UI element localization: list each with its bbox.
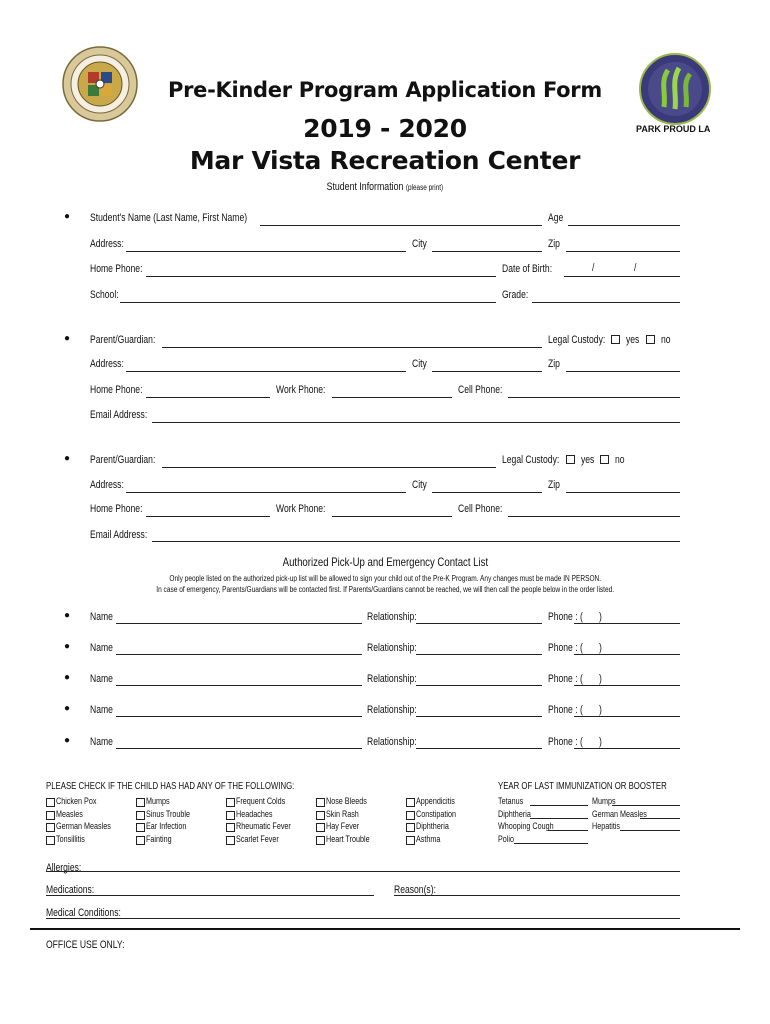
health-checkbox[interactable]	[46, 798, 55, 807]
contact-relationship-field[interactable]	[416, 685, 542, 686]
contact-name-label: Name	[90, 673, 113, 685]
bullet: ●	[64, 211, 71, 222]
contact-phone-close: )	[599, 736, 602, 748]
contact-name-label: Name	[90, 704, 113, 716]
immunization-label: Diphtheria	[498, 808, 531, 819]
student-city-field[interactable]	[432, 251, 542, 252]
health-checkbox[interactable]	[46, 823, 55, 832]
dob-sep-2: /	[634, 262, 637, 274]
health-condition-label: Frequent Colds	[236, 796, 286, 806]
health-checkbox[interactable]	[406, 811, 415, 820]
health-condition-label: Diphtheria	[416, 821, 449, 831]
student-address-field[interactable]	[126, 251, 406, 252]
guardian2-work-phone-field[interactable]	[332, 516, 452, 517]
student-address-label: Address:	[90, 238, 124, 250]
form-title: Pre-Kinder Program Application Form	[168, 78, 602, 102]
guardian1-address-field[interactable]	[126, 371, 406, 372]
contact-relationship-field[interactable]	[416, 748, 542, 749]
health-checkbox[interactable]	[316, 798, 325, 807]
student-name-field[interactable]	[260, 225, 542, 226]
guardian2-zip-label: Zip	[548, 479, 560, 491]
guardian2-email-field[interactable]	[152, 541, 680, 542]
center-name: Mar Vista Recreation Center	[189, 146, 581, 175]
health-checkbox[interactable]	[136, 811, 145, 820]
guardian1-work-phone-label: Work Phone:	[276, 384, 326, 396]
age-label: Age	[548, 212, 564, 224]
contacts-heading	[0, 555, 770, 569]
guardian2-home-phone-label: Home Phone:	[90, 503, 143, 515]
guardian2-address-field[interactable]	[126, 492, 406, 493]
allergies-label: Allergies:	[46, 862, 82, 874]
guardian1-work-phone-field[interactable]	[332, 397, 452, 398]
immunization-label: Hepatitis	[592, 821, 621, 831]
health-condition-label: Appendicitis	[416, 796, 455, 806]
guardian1-custody-no-label: no	[661, 334, 671, 346]
health-condition-label: Tonsillitis	[56, 833, 85, 844]
health-condition-label: Hay Fever	[326, 821, 360, 831]
bullet: ●	[64, 703, 71, 714]
guardian2-work-phone-label: Work Phone:	[276, 503, 326, 515]
guardian1-custody-yes-checkbox[interactable]	[611, 335, 620, 344]
bullet: ●	[64, 735, 71, 746]
form-year: 2019 - 2020	[303, 114, 467, 143]
immunization-label: German Measles	[592, 808, 647, 819]
guardian2-cell-phone-field[interactable]	[508, 516, 680, 517]
contact-phone-close: )	[599, 642, 602, 654]
guardian1-address-label: Address:	[90, 358, 124, 370]
health-condition-label: Heart Trouble	[326, 833, 370, 844]
guardian1-cell-phone-field[interactable]	[508, 397, 680, 398]
health-condition-label: German Measles	[56, 821, 111, 831]
immunization-field[interactable]	[530, 818, 588, 819]
medical-conditions-field[interactable]	[46, 918, 680, 919]
bullet: ●	[64, 610, 71, 621]
contact-relationship-label: Relationship:	[367, 642, 417, 654]
guardian2-email-label: Email Address:	[90, 529, 148, 541]
contact-phone-field[interactable]	[574, 748, 680, 749]
guardian2-custody-label: Legal Custody:	[502, 454, 560, 466]
contact-phone-field[interactable]	[574, 654, 680, 655]
student-city-label: City	[412, 238, 427, 250]
office-use-label: OFFICE USE ONLY:	[46, 939, 125, 951]
contact-phone-field[interactable]	[574, 685, 680, 686]
contact-phone-close: )	[599, 611, 602, 623]
contact-phone-field[interactable]	[574, 623, 680, 624]
student-home-phone-label: Home Phone:	[90, 263, 143, 275]
immunization-field[interactable]	[514, 843, 588, 844]
dob-label: Date of Birth:	[502, 263, 553, 275]
health-checkbox[interactable]	[46, 811, 55, 820]
student-name-label: Student's Name (Last Name, First Name)	[90, 212, 248, 224]
immunization-label: Polio	[498, 833, 515, 844]
guardian2-custody-yes-checkbox[interactable]	[566, 455, 575, 464]
allergies-field[interactable]	[46, 871, 680, 872]
contact-phone-field[interactable]	[574, 716, 680, 717]
dob-sep-1: /	[592, 262, 595, 274]
guardian1-city-field[interactable]	[432, 371, 542, 372]
guardian2-city-label: City	[412, 479, 427, 491]
bullet: ●	[64, 453, 71, 464]
park-label: PARK PROUD LA	[636, 124, 711, 134]
contact-phone-close: )	[599, 673, 602, 685]
health-checkbox[interactable]	[136, 823, 145, 832]
guardian1-home-phone-label: Home Phone:	[90, 384, 143, 396]
immunization-label: Whooping Cough	[498, 821, 554, 831]
contact-relationship-label: Relationship:	[367, 736, 417, 748]
contact-name-field[interactable]	[116, 654, 362, 655]
grade-field[interactable]	[532, 302, 680, 303]
immunization-field[interactable]	[548, 830, 588, 831]
health-condition-label: Mumps	[146, 796, 170, 806]
bullet: ●	[64, 672, 71, 683]
guardian2-address-label: Address:	[90, 479, 124, 491]
reasons-label: Reason(s):	[394, 884, 436, 896]
health-checkbox[interactable]	[316, 836, 325, 845]
contact-relationship-label: Relationship:	[367, 673, 417, 685]
contact-relationship-field[interactable]	[416, 623, 542, 624]
guardian1-name-field[interactable]	[162, 347, 542, 348]
health-condition-label: Measles	[56, 808, 83, 819]
health-condition-label: Sinus Trouble	[146, 808, 191, 819]
guardian1-label: Parent/Guardian:	[90, 334, 156, 346]
contact-name-field[interactable]	[116, 685, 362, 686]
contacts-notice-1-text: Only people listed on the authorized pick-up list will be allowed to sign your child out of the Pre-K Program. Any changes must be made IN PERSON.	[169, 574, 601, 583]
contact-name-label: Name	[90, 611, 113, 623]
medical-conditions-label: Medical Conditions:	[46, 907, 121, 919]
medications-field[interactable]	[46, 895, 374, 896]
contacts-notice-2-text: In case of emergency, Parents/Guardians will be contacted first. If Parents/Guardians cannot be reached, we will then call the people below in the order listed.	[156, 585, 614, 594]
health-checkbox[interactable]	[316, 811, 325, 820]
age-field[interactable]	[568, 225, 680, 226]
contact-relationship-label: Relationship:	[367, 704, 417, 716]
guardian2-home-phone-field[interactable]	[146, 516, 270, 517]
health-checkbox[interactable]	[406, 836, 415, 845]
contact-relationship-field[interactable]	[416, 654, 542, 655]
health-condition-label: Nose Bleeds	[326, 796, 367, 806]
immunization-field[interactable]	[620, 830, 680, 831]
guardian1-custody-yes-label: yes	[626, 334, 640, 346]
health-condition-label: Constipation	[416, 808, 457, 819]
health-condition-label: Asthma	[416, 833, 441, 844]
health-checkbox[interactable]	[226, 811, 235, 820]
guardian2-city-field[interactable]	[432, 492, 542, 493]
health-checkbox[interactable]	[226, 836, 235, 845]
immunization-field[interactable]	[640, 818, 680, 819]
contact-relationship-label: Relationship:	[367, 611, 417, 623]
contact-name-label: Name	[90, 736, 113, 748]
guardian1-zip-field[interactable]	[566, 371, 680, 372]
bullet: ●	[64, 333, 71, 344]
student-home-phone-field[interactable]	[146, 276, 496, 277]
health-checkbox[interactable]	[406, 823, 415, 832]
guardian2-custody-no-label: no	[615, 454, 625, 466]
contact-phone-close: )	[599, 704, 602, 716]
contact-phone-label: Phone : (	[548, 736, 583, 748]
immunization-heading: YEAR OF LAST IMMUNIZATION OR BOOSTER	[498, 781, 667, 792]
health-heading: PLEASE CHECK IF THE CHILD HAS HAD ANY OF THE FOLLOWING:	[46, 781, 295, 792]
health-condition-label: Rheumatic Fever	[236, 821, 291, 831]
bullet: ●	[64, 641, 71, 652]
health-condition-label: Chicken Pox	[56, 796, 97, 806]
guardian2-custody-yes-label: yes	[581, 454, 595, 466]
medications-label: Medications:	[46, 884, 95, 896]
contact-phone-label: Phone : (	[548, 673, 583, 685]
guardian1-custody-no-checkbox[interactable]	[646, 335, 655, 344]
office-divider	[30, 928, 740, 930]
health-condition-label: Scarlet Fever	[236, 833, 279, 844]
contact-name-field[interactable]	[116, 623, 362, 624]
guardian1-home-phone-field[interactable]	[146, 397, 270, 398]
health-checkbox[interactable]	[226, 798, 235, 807]
dob-field[interactable]	[564, 276, 680, 277]
guardian1-email-field[interactable]	[152, 422, 680, 423]
guardian2-custody-no-checkbox[interactable]	[600, 455, 609, 464]
health-checkbox[interactable]	[136, 836, 145, 845]
guardian1-city-label: City	[412, 358, 427, 370]
contact-name-field[interactable]	[116, 748, 362, 749]
contact-phone-label: Phone : (	[548, 704, 583, 716]
contacts-notice-1	[0, 573, 770, 584]
school-field[interactable]	[120, 302, 496, 303]
contact-phone-label: Phone : (	[548, 642, 583, 654]
student-heading	[0, 181, 770, 193]
school-label: School:	[90, 289, 119, 301]
guardian1-custody-label: Legal Custody:	[548, 334, 606, 346]
health-condition-label: Skin Rash	[326, 808, 359, 819]
health-checkbox[interactable]	[226, 823, 235, 832]
immunization-label: Tetanus	[498, 796, 524, 806]
reasons-field[interactable]	[394, 895, 680, 896]
guardian1-cell-phone-label: Cell Phone:	[458, 384, 503, 396]
health-checkbox[interactable]	[316, 823, 325, 832]
guardian2-cell-phone-label: Cell Phone:	[458, 503, 503, 515]
contact-name-label: Name	[90, 642, 113, 654]
contact-phone-label: Phone : (	[548, 611, 583, 623]
health-checkbox[interactable]	[406, 798, 415, 807]
health-condition-label: Headaches	[236, 808, 273, 819]
health-checkbox[interactable]	[136, 798, 145, 807]
health-condition-label: Ear Infection	[146, 821, 187, 831]
guardian2-label: Parent/Guardian:	[90, 454, 156, 466]
guardian2-zip-field[interactable]	[566, 492, 680, 493]
student-heading-text: Student Information	[326, 181, 404, 193]
immunization-label: Mumps	[592, 796, 616, 806]
guardian1-zip-label: Zip	[548, 358, 560, 370]
student-zip-label: Zip	[548, 238, 560, 250]
guardian1-email-label: Email Address:	[90, 409, 148, 421]
health-checkbox[interactable]	[46, 836, 55, 845]
student-zip-field[interactable]	[566, 251, 680, 252]
contact-name-field[interactable]	[116, 716, 362, 717]
immunization-field[interactable]	[612, 805, 680, 806]
contacts-heading-text: Authorized Pick-Up and Emergency Contact List	[282, 555, 488, 569]
guardian2-name-field[interactable]	[162, 467, 496, 468]
health-condition-label: Fainting	[146, 833, 172, 844]
grade-label: Grade:	[502, 289, 529, 301]
student-heading-note: (please print)	[405, 183, 444, 192]
immunization-field[interactable]	[530, 805, 588, 806]
contacts-notice-2	[0, 584, 770, 595]
contact-relationship-field[interactable]	[416, 716, 542, 717]
